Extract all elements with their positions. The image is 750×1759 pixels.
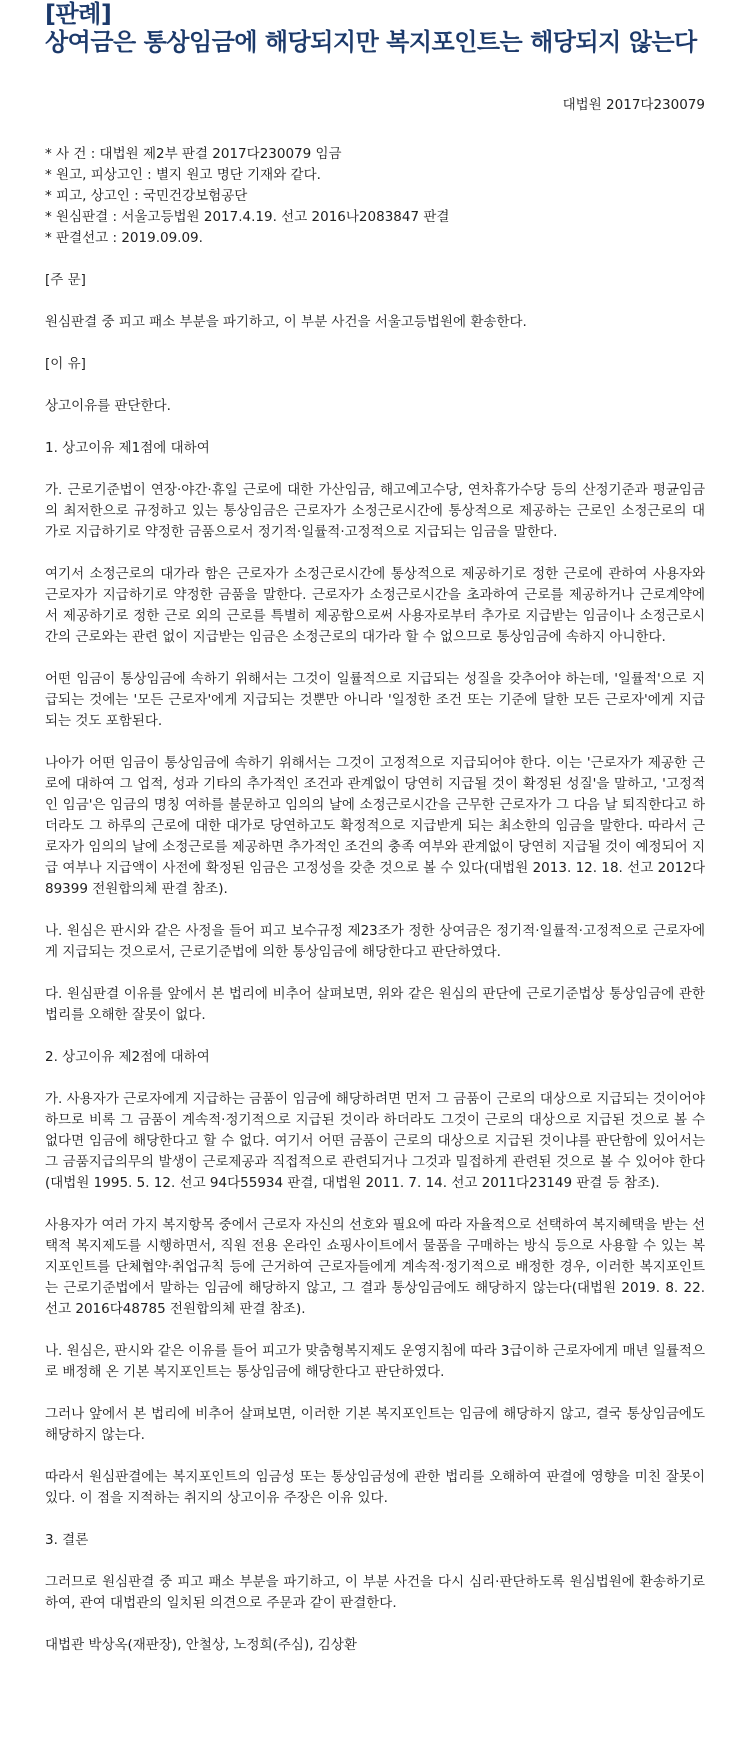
ground-2-para-b: 나. 원심은, 판시와 같은 이유를 들어 피고가 맞춤형복지제도 운영지침에 따라 3급이하 근로자에게 매년 일률적으로 배정해 온 기본 복지포인트는 통상임금에 해당한다고 판단하였다. (45, 1343, 705, 1380)
ground-2-para-therefore: 따라서 원심판결에는 복지포인트의 임금성 또는 통상임금성에 관한 법리를 오해하여 판결에 영향을 미친 잘못이 있다. 이 점을 지적하는 취지의 상고이유 주장은 이유 있다. (45, 1469, 705, 1506)
order-text: 원심판결 중 피고 패소 부분을 파기하고, 이 부분 사건을 서울고등법원에 환송한다. (45, 314, 527, 330)
ground-1-para-c: 다. 원심판결 이유를 앞에서 본 법리에 비추어 살펴보면, 위와 같은 원심의 판단에 근로기준법상 통상임금에 관한 법리를 오해한 잘못이 없다. (45, 986, 705, 1023)
ground-2-heading: 2. 상고이유 제2점에 대하여 (45, 1049, 210, 1065)
meta-case: * 사 건 : 대법원 제2부 판결 2017다230079 임금 (45, 146, 342, 162)
page-title: 상여금은 통상임금에 해당되지만 복지포인트는 해당되지 않는다 (45, 28, 697, 56)
conclusion-text: 그러므로 원심판결 중 피고 패소 부분을 파기하고, 이 부분 사건을 다시 심리·판단하도록 원심법원에 환송하기로 하여, 관여 대법관의 일치된 의견으로 주문과 같이 판결한다. (45, 1574, 705, 1611)
meta-judgment-date: * 판결선고 : 2019.09.09. (45, 230, 203, 246)
meta-lower-judgment: * 원심판결 : 서울고등법원 2017.4.19. 선고 2016나2083847 판결 (45, 209, 450, 225)
section-heading-order: [주 문] (45, 272, 86, 288)
case-meta (45, 144, 705, 249)
section-heading-reasons: [이 유] (45, 356, 86, 372)
judges-line: 대법관 박상옥(재판장), 안철상, 노정희(주심), 김상환 (45, 1637, 357, 1653)
reasons-intro: 상고이유를 판단한다. (45, 398, 171, 414)
meta-plaintiff: * 원고, 피상고인 : 별지 원고 명단 기재와 같다. (45, 167, 321, 183)
meta-defendant: * 피고, 상고인 : 국민건강보험공단 (45, 188, 248, 204)
judgment-body (45, 270, 705, 1614)
conclusion-heading: 3. 결론 (45, 1532, 89, 1548)
ground-1-para-uniformity: 어떤 임금이 통상임금에 속하기 위해서는 그것이 일률적으로 지급되는 성질을 갖추어야 하는데, '일률적'으로 지급되는 것에는 '모든 근로자'에게 지급되는 것뿐만 아니라 '일정한 조건 또는 기준에 달한 모든 근로자'에게 지급되는 것도 포함된다. (45, 671, 705, 729)
title-tag: [판례] (45, 0, 112, 28)
ground-1-para-definition: 여기서 소정근로의 대가라 함은 근로자가 소정근로시간에 통상적으로 제공하기로 정한 근로에 관하여 사용자와 근로자가 지급하기로 약정한 금품을 말한다. 근로자가 소정근로시간을 초과하여 근로를 제공하거나 근로계약에서 제공하기로 정한 근로 외의 근로를 특별히 제공함으로써 사용자로부터 추가로 지급받는 임금이나 소정근로시간의 근로와는 관련 없이 지급받는 임금은 소정근로의 대가라 할 수 없으므로 통상임금에 속하지 아니한다. (45, 566, 705, 645)
ground-2-para-however: 그러나 앞에서 본 법리에 비추어 살펴보면, 이러한 기본 복지포인트는 임금에 해당하지 않고, 결국 통상임금에도 해당하지 않는다. (45, 1406, 705, 1443)
title-block (45, 0, 705, 56)
ground-1-para-b: 나. 원심은 판시와 같은 사정을 들어 피고 보수규정 제23조가 정한 상여금은 정기적·일률적·고정적으로 근로자에게 지급되는 것으로서, 근로기준법에 의한 통상임금에 해당한다고 판단하였다. (45, 923, 705, 960)
ground-2-para-a: 가. 사용자가 근로자에게 지급하는 금품이 임금에 해당하려면 먼저 그 금품이 근로의 대상으로 지급되는 것이어야 하므로 비록 그 금품이 계속적·정기적으로 지급된 것이라 하더라도 그것이 근로의 대상으로 지급된 것으로 볼 수 없다면 임금에 해당한다고 할 수 없다. 여기서 어떤 금품이 근로의 대상으로 지급된 것이냐를 판단함에 있어서는 그 금품지급의무의 발생이 근로제공과 직접적으로 관련되거나 그것과 밀접하게 관련된 것으로 볼 수 있어야 한다(대법원 1995. 5. 12. 선고 94다55934 판결, 대법원 2011. 7. 14. 선고 2011다23149 판결 등 참조). (45, 1091, 705, 1191)
ground-1-heading: 1. 상고이유 제1점에 대하여 (45, 440, 210, 456)
ground-1-para-fixedness: 나아가 어떤 임금이 통상임금에 속하기 위해서는 그것이 고정적으로 지급되어야 한다. 이는 '근로자가 제공한 근로에 대하여 그 업적, 성과 기타의 추가적인 조건과 관계없이 당연히 지급될 것이 확정된 성질'을 말하고, '고정적인 임금'은 임금의 명칭 여하를 불문하고 임의의 날에 소정근로시간을 근무한 근로자가 그 다음 날 퇴직한다고 하더라도 그 하루의 근로에 대한 대가로 당연하고도 확정적으로 지급받게 되는 최소한의 임금을 말한다. 따라서 근로자가 임의의 날에 소정근로를 제공하면 추가적인 조건의 충족 여부와 관계없이 당연히 지급될 것이 예정되어 지급 여부나 지급액이 사전에 확정된 임금은 고정성을 갖춘 것으로 볼 수 있다(대법원 2013. 12. 18. 선고 2012다89399 전원합의체 판결 참조). (45, 755, 705, 897)
case-reference: 대법원 2017다230079 (562, 97, 705, 113)
ground-2-para-welfare: 사용자가 여러 가지 복지항목 중에서 근로자 자신의 선호와 필요에 따라 자율적으로 선택하여 복지혜택을 받는 선택적 복지제도를 시행하면서, 직원 전용 온라인 쇼핑사이트에서 물품을 구매하는 방식 등으로 사용할 수 있는 복지포인트를 단체협약·취업규칙 등에 근거하여 근로자들에게 계속적·정기적으로 배정한 경우, 이러한 복지포인트는 근로기준법에서 말하는 임금에 해당하지 않고, 그 결과 통상임금에도 해당하지 않는다(대법원 2019. 8. 22. 선고 2016다48785 전원합의체 판결 참조). (45, 1217, 705, 1317)
ground-1-para-a: 가. 근로기준법이 연장·야간·휴일 근로에 대한 가산임금, 해고예고수당, 연차휴가수당 등의 산정기준과 평균임금의 최저한으로 규정하고 있는 통상임금은 근로자가 소정근로시간에 통상적으로 제공하는 근로인 소정근로의 대가로 지급하기로 약정한 금품으로서 정기적·일률적·고정적으로 지급되는 임금을 말한다. (45, 482, 705, 540)
